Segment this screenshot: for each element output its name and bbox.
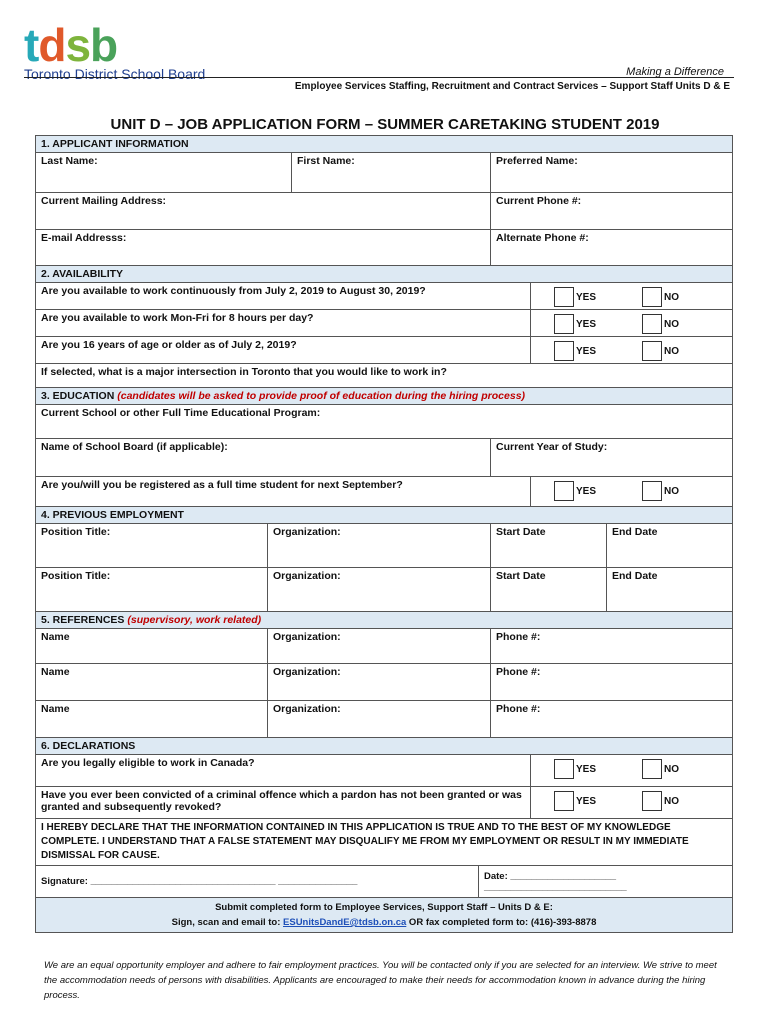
school-board-field[interactable]: Name of School Board (if applicable): [36, 439, 491, 477]
email-field[interactable]: E-mail Addresss: [36, 230, 491, 266]
conviction-question: Have you ever been convicted of a criminal offence which a pardon has not been granted or was granted and subsequently revoked? [36, 787, 531, 819]
application-form [35, 135, 733, 933]
no-label: NO [664, 485, 680, 497]
tagline: Making a Difference [626, 66, 724, 78]
section-declarations-heading: 6. DECLARATIONS [36, 738, 733, 755]
reference-phone-field[interactable]: Phone #: [491, 664, 733, 701]
yes-checkbox[interactable] [554, 759, 574, 779]
date-field[interactable]: Date: ____________________ ___________________________ [479, 866, 733, 898]
start-date-field[interactable]: Start Date [491, 568, 607, 612]
reference-organization-field[interactable]: Organization: [268, 664, 491, 701]
logo-letters: tdsb [24, 19, 118, 71]
no-checkbox[interactable] [642, 481, 662, 501]
alternate-phone-field[interactable]: Alternate Phone #: [491, 230, 733, 266]
header-rule [24, 77, 734, 78]
intersection-field[interactable]: If selected, what is a major intersection in Toronto that you would like to work in? [36, 364, 733, 388]
logo-board-name: Toronto District School Board [24, 66, 206, 82]
availability-q2: Are you available to work Mon-Fri for 8 hours per day? [36, 310, 531, 337]
no-label: NO [664, 291, 680, 303]
no-label: NO [664, 345, 680, 357]
yes-checkbox[interactable] [554, 791, 574, 811]
reference-name-field[interactable]: Name [36, 701, 268, 738]
last-name-field[interactable]: Last Name: [36, 153, 292, 193]
reference-phone-field[interactable]: Phone #: [491, 701, 733, 738]
organization-field[interactable]: Organization: [268, 568, 491, 612]
start-date-field[interactable]: Start Date [491, 524, 607, 568]
preferred-name-field[interactable]: Preferred Name: [491, 153, 733, 193]
availability-q1: Are you available to work continuously from July 2, 2019 to August 30, 2019? [36, 283, 531, 310]
signature-field[interactable]: Signature: ___________________________________ _______________ [36, 866, 479, 898]
yes-label: YES [576, 345, 597, 357]
submit-line-2 [41, 915, 727, 930]
references-heading: 5. REFERENCES [41, 614, 125, 626]
eligible-question: Are you legally eligible to work in Canada? [36, 755, 531, 787]
yes-label: YES [576, 795, 597, 807]
organization-field[interactable]: Organization: [268, 524, 491, 568]
section-availability-heading: 2. AVAILABILITY [36, 266, 733, 283]
no-checkbox[interactable] [642, 791, 662, 811]
section-education-heading [36, 388, 733, 405]
no-checkbox[interactable] [642, 759, 662, 779]
section-references-heading [36, 612, 733, 629]
position-title-field[interactable]: Position Title: [36, 524, 268, 568]
yes-checkbox[interactable] [554, 287, 574, 307]
section-applicant-heading: 1. APPLICANT INFORMATION [36, 136, 733, 153]
yes-checkbox[interactable] [554, 314, 574, 334]
availability-q2-options [531, 310, 733, 337]
section-employment-heading: 4. PREVIOUS EMPLOYMENT [36, 507, 733, 524]
submit-email-link[interactable]: ESUnitsDandE@tdsb.on.ca [283, 917, 407, 928]
submit-line-2-suffix: OR fax completed form to: (416)-393-8878 [406, 917, 597, 928]
reference-organization-field[interactable]: Organization: [268, 629, 491, 664]
conviction-options [531, 787, 733, 819]
end-date-field[interactable]: End Date [607, 524, 733, 568]
fulltime-student-options [531, 477, 733, 507]
position-title-field[interactable]: Position Title: [36, 568, 268, 612]
availability-q3-options [531, 337, 733, 364]
year-of-study-field[interactable]: Current Year of Study: [491, 439, 733, 477]
availability-q3: Are you 16 years of age or older as of July 2, 2019? [36, 337, 531, 364]
references-note: (supervisory, work related) [127, 614, 262, 626]
submit-line-1: Submit completed form to Employee Services, Support Staff – Units D & E: [215, 902, 553, 913]
current-phone-field[interactable]: Current Phone #: [491, 193, 733, 230]
end-date-field[interactable]: End Date [607, 568, 733, 612]
tdsb-logo [24, 19, 206, 82]
availability-q1-options [531, 283, 733, 310]
reference-name-field[interactable]: Name [36, 664, 268, 701]
declaration-statement: I HEREBY DECLARE THAT THE INFORMATION CONTAINED IN THIS APPLICATION IS TRUE AND TO THE BEST OF MY KNOWLEDGE COMPLETE. I UNDERSTAND THAT A FALSE STATEMENT MAY DISQUALIFY ME FROM MY EMPLOYMENT OR RESULT IN MY IMMEDIATE DISMISSAL FOR CAUSE. [36, 819, 733, 866]
eligible-options [531, 755, 733, 787]
first-name-field[interactable]: First Name: [292, 153, 491, 193]
reference-phone-field[interactable]: Phone #: [491, 629, 733, 664]
yes-label: YES [576, 291, 597, 303]
equal-opportunity-statement: We are an equal opportunity employer and adhere to fair employment practices. You will be contacted only if you are selected for an interview. We strive to meet the accommodation needs of persons with disabilities. Applicants are encouraged to make their needs for accommodation known in advance during the hiring process. [44, 960, 717, 1001]
no-checkbox[interactable] [642, 287, 662, 307]
yes-label: YES [576, 485, 597, 497]
reference-organization-field[interactable]: Organization: [268, 701, 491, 738]
yes-label: YES [576, 318, 597, 330]
yes-label: YES [576, 763, 597, 775]
education-note: (candidates will be asked to provide proof of education during the hiring process) [117, 390, 526, 402]
mailing-address-field[interactable]: Current Mailing Address: [36, 193, 491, 230]
yes-checkbox[interactable] [554, 481, 574, 501]
fulltime-student-question: Are you/will you be registered as a full time student for next September? [36, 477, 531, 507]
no-label: NO [664, 763, 680, 775]
reference-name-field[interactable]: Name [36, 629, 268, 664]
form-title: UNIT D – JOB APPLICATION FORM – SUMMER CARETAKING STUDENT 2019 [110, 116, 660, 133]
education-heading: 3. EDUCATION [41, 390, 115, 402]
yes-checkbox[interactable] [554, 341, 574, 361]
no-label: NO [664, 795, 680, 807]
department-line: Employee Services Staffing, Recruitment and Contract Services – Support Staff Units D & E [294, 81, 730, 92]
submit-instructions [36, 898, 733, 933]
submit-line-2-prefix: Sign, scan and email to: [171, 917, 284, 928]
current-school-field[interactable]: Current School or other Full Time Educational Program: [36, 405, 733, 439]
no-checkbox[interactable] [642, 314, 662, 334]
no-label: NO [664, 318, 680, 330]
no-checkbox[interactable] [642, 341, 662, 361]
